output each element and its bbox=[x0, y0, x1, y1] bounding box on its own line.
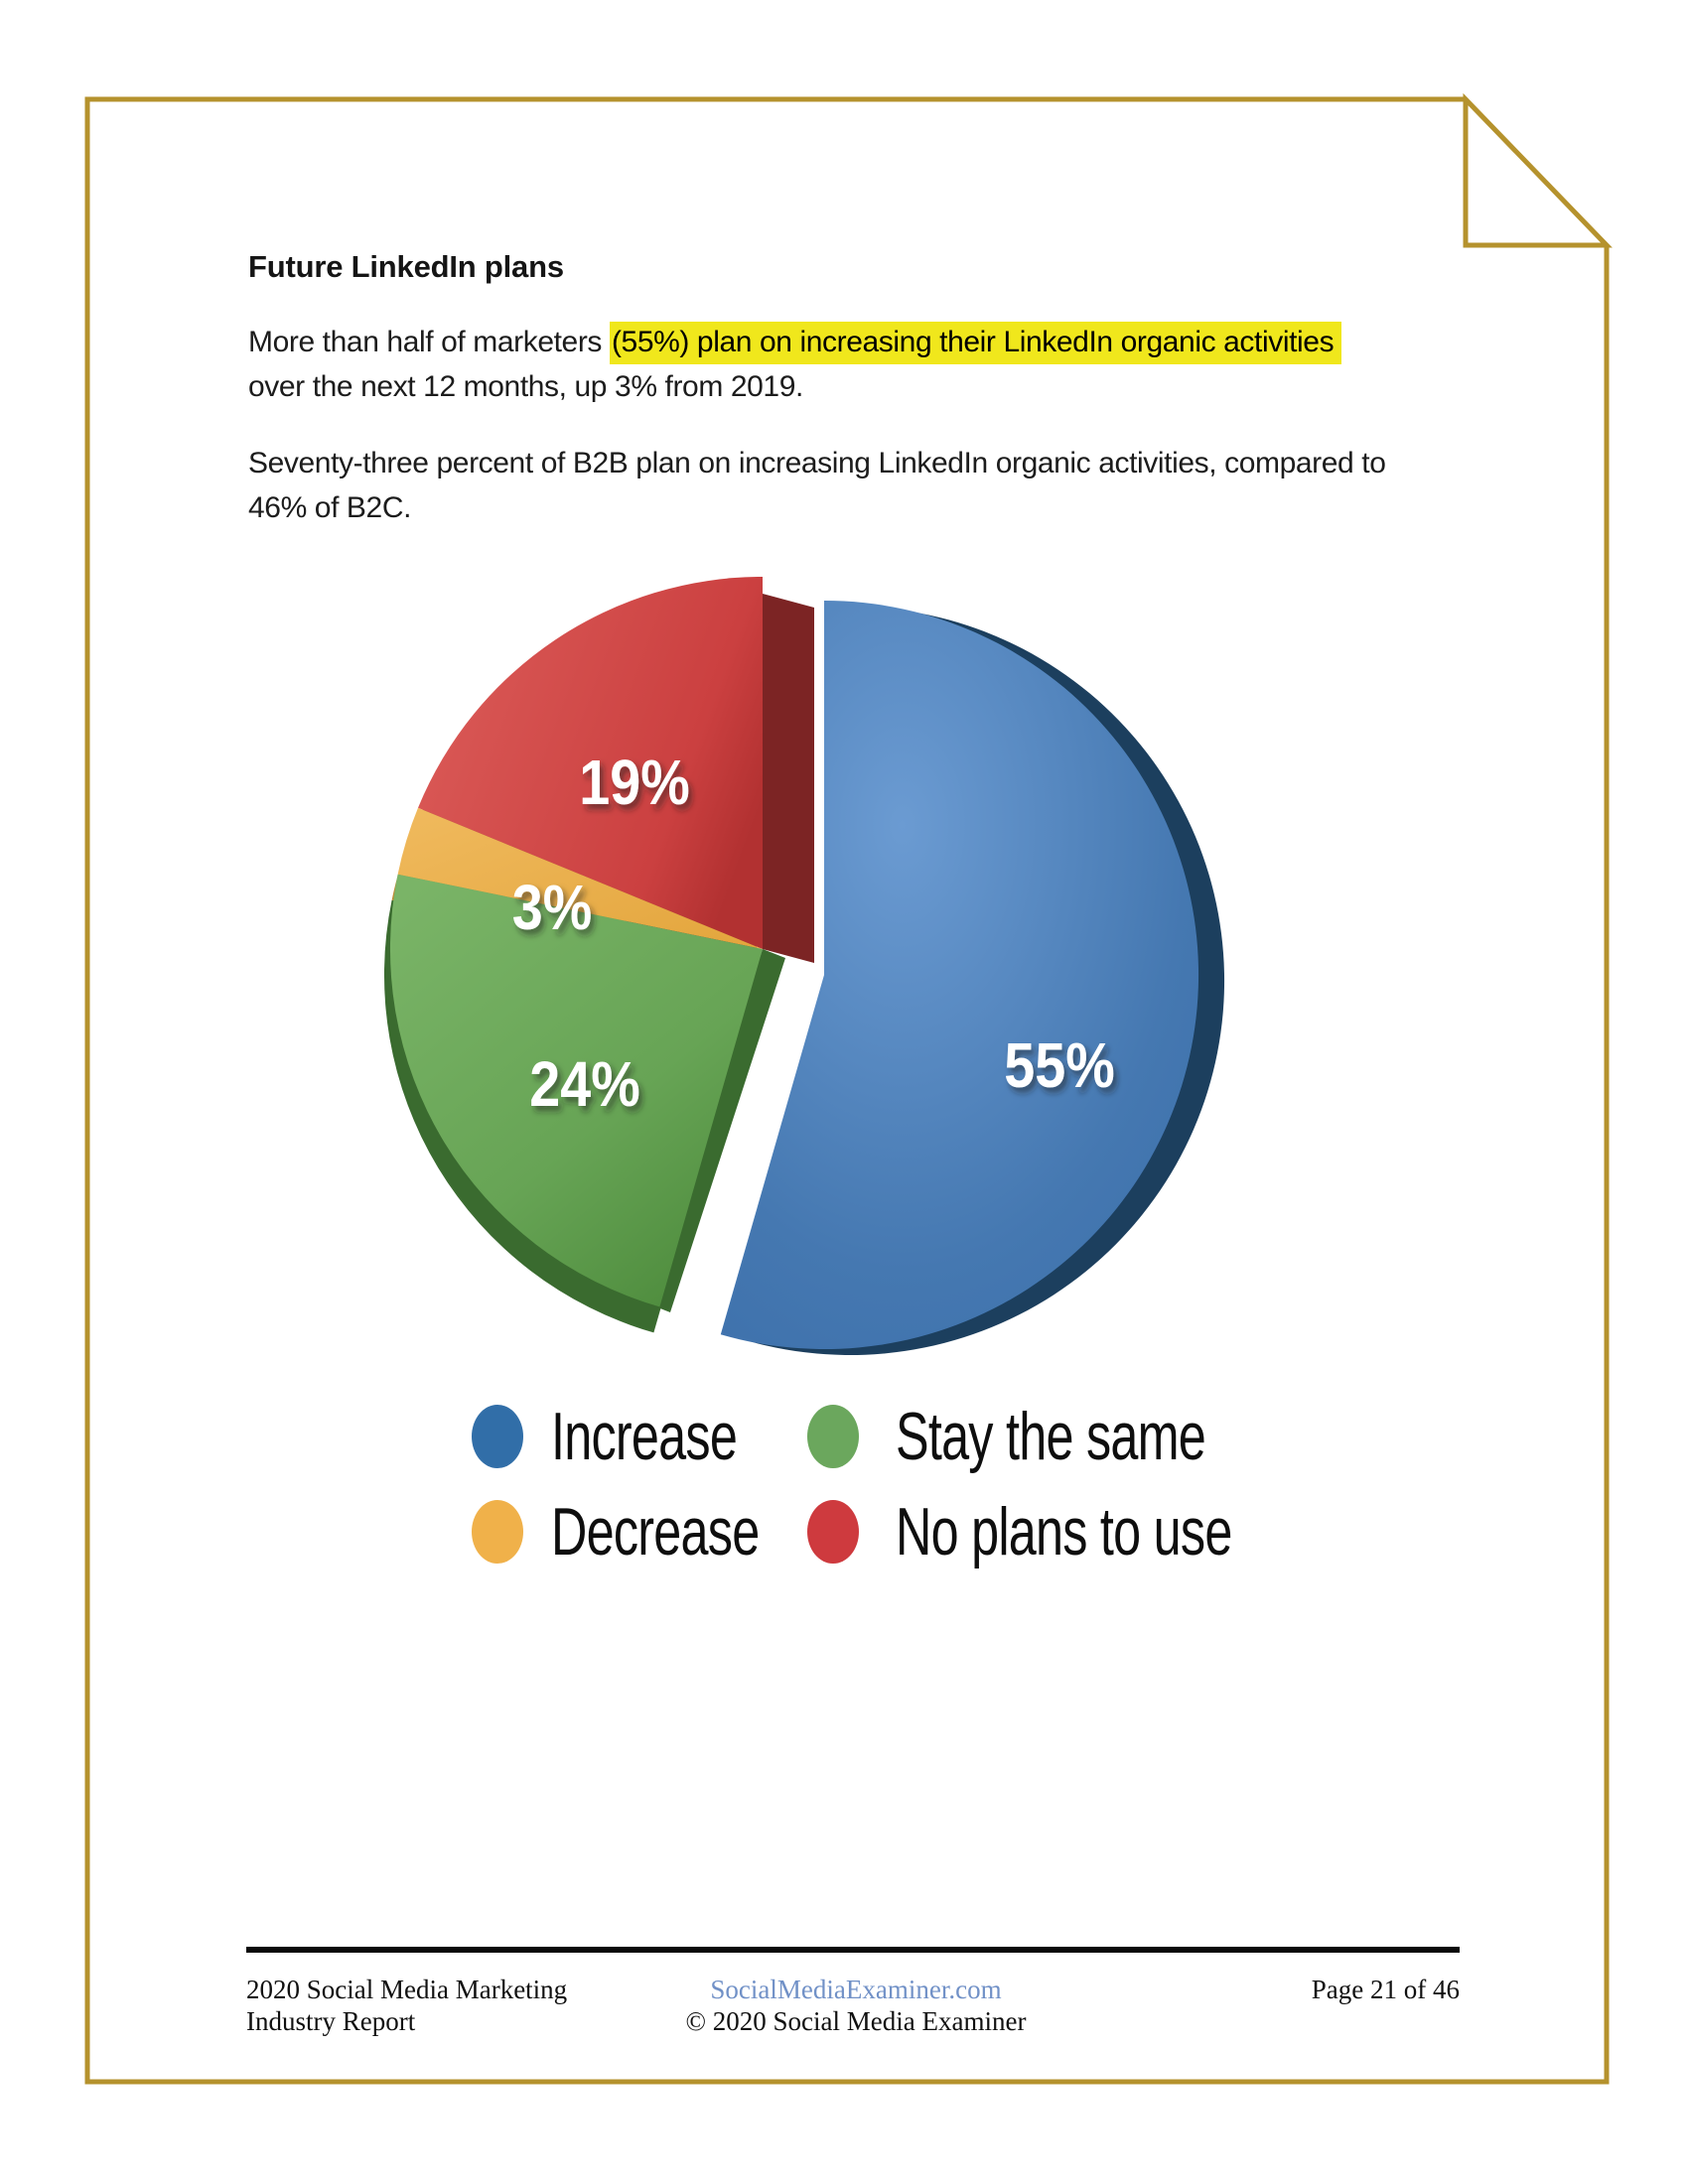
pie-side-face-no-plans bbox=[763, 594, 814, 963]
footer-page-number: Page 21 of 46 bbox=[1311, 1975, 1460, 2004]
footer-report-title-line1: 2020 Social Media Marketing bbox=[246, 1975, 568, 2004]
footer-divider bbox=[246, 1947, 1460, 1953]
footer-website-link[interactable]: SocialMediaExaminer.com bbox=[710, 1975, 1002, 2004]
footer-report-title-line2: Industry Report bbox=[246, 2006, 416, 2036]
legend-swatch-no-plans-to-use-icon bbox=[807, 1500, 859, 1564]
footer-center bbox=[558, 1974, 1154, 2037]
legend-swatch-decrease-icon bbox=[472, 1500, 523, 1564]
highlighted-text: (55%) plan on increasing their LinkedIn organic activities bbox=[610, 322, 1341, 364]
legend-label-decrease: Decrease bbox=[551, 1494, 760, 1570]
paragraph-1 bbox=[248, 320, 1539, 409]
paragraph-1-pre: More than half of marketers bbox=[248, 326, 610, 358]
pie-label-no-plans-to-use: 19% bbox=[579, 747, 690, 818]
dog-ear-fold-icon bbox=[1466, 99, 1607, 245]
paragraph-2-line1: Seventy-three percent of B2B plan on increasing LinkedIn organic activities, compared to bbox=[248, 447, 1386, 479]
legend-swatch-increase-icon bbox=[472, 1405, 523, 1468]
pie-label-decrease: 3% bbox=[511, 872, 593, 943]
paragraph-1-line2: over the next 12 months, up 3% from 2019. bbox=[248, 370, 803, 403]
pie-slices bbox=[384, 577, 1224, 1355]
footer-report-title bbox=[246, 1974, 567, 2037]
paragraph-2-line2: 46% of B2C. bbox=[248, 491, 412, 524]
pie-label-stay-the-same: 24% bbox=[529, 1048, 640, 1120]
paragraph-2 bbox=[248, 441, 1539, 530]
footer-copyright: © 2020 Social Media Examiner bbox=[685, 2006, 1027, 2036]
legend-label-stay-the-same: Stay the same bbox=[896, 1399, 1206, 1474]
pie-label-increase: 55% bbox=[1004, 1029, 1115, 1101]
legend-label-no-plans-to-use: No plans to use bbox=[896, 1494, 1232, 1570]
legend-swatch-stay-the-same-icon bbox=[807, 1405, 859, 1468]
pie-chart bbox=[328, 536, 1321, 1390]
legend-label-increase: Increase bbox=[551, 1399, 738, 1474]
page-title: Future LinkedIn plans bbox=[248, 249, 564, 284]
